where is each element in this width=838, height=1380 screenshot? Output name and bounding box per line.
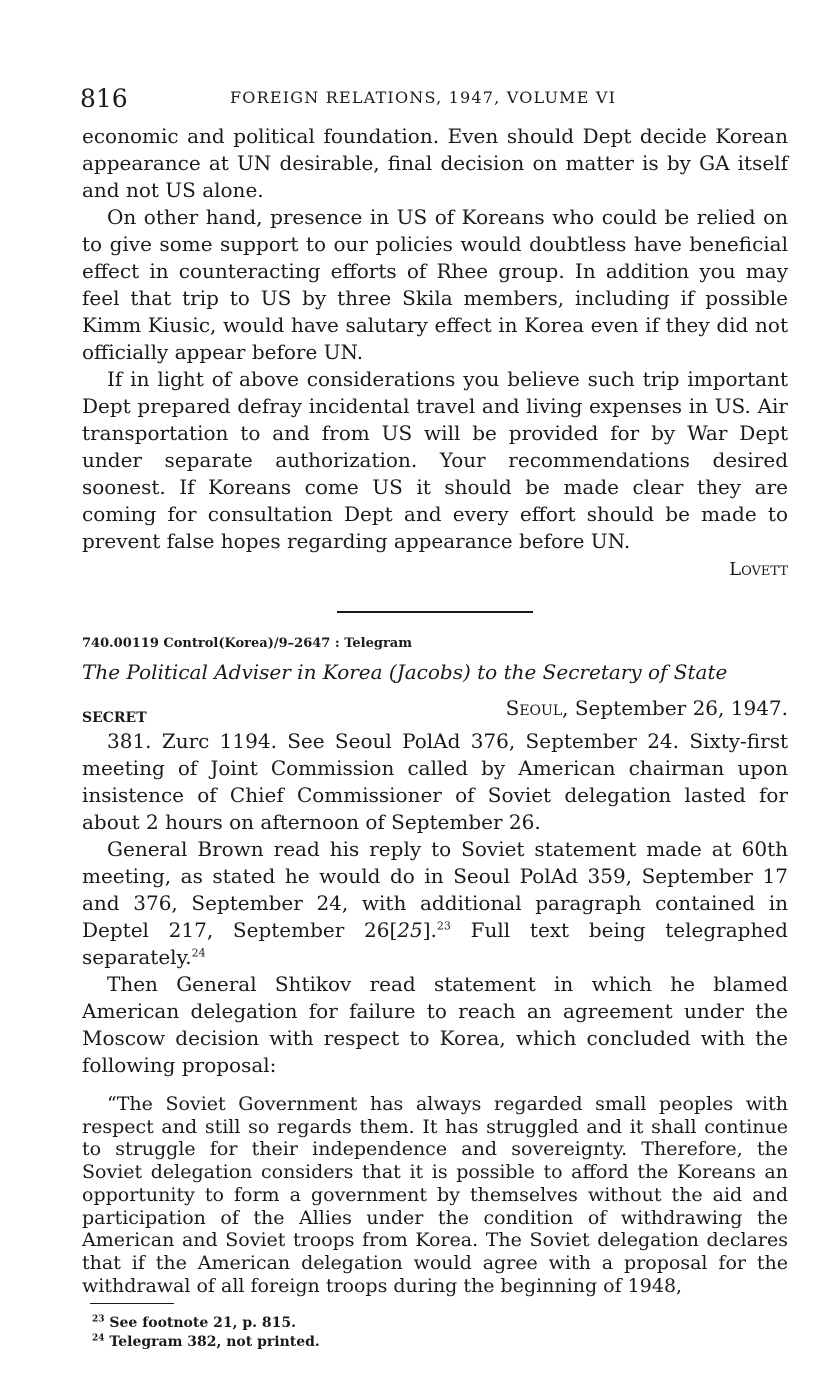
date: September 26, 1947. [574,696,788,720]
document-title: The Political Adviser in Korea (Jacobs) to the Secretary of State [82,660,728,684]
footnote-text: See footnote 21, p. 815. [109,1315,296,1332]
telegram-paragraph-2 [82,836,788,971]
running-head [82,84,788,114]
text-run: ]. [422,918,437,942]
footnote-ref-23: 23 [436,919,451,933]
block-quote: “The Soviet Government has always regarded small peoples with respect and still so regards them. It has struggled and it shall continue to struggle for their independence and sovereignty. Therefore, the Soviet delegation considers that it is possible to afford the Koreans an opportunity to form a government by themselves without the aid and participation of the Allies under the condition of withdrawing the American and Soviet troops from Korea. The Soviet delegation declares that if the American delegation would agree with a proposal for the withdrawal of all foreign troops during the beginning of 1948, [82,1093,788,1297]
telegram-paragraph-3: Then General Shtikov read statement in which he blamed American delegation for failure to reach an agreement under the Moscow decision with respect to Korea, which concluded with the following proposal: [82,972,788,1077]
text-run: Full text being telegraphed separately. [82,918,788,969]
footnote-text: Telegram 382, not printed. [109,1334,320,1351]
section-divider [337,611,533,613]
page-number: 816 [80,84,128,113]
footnote-mark: 24 [92,1333,105,1344]
dateline [82,695,788,728]
signature: Lovett [729,559,788,580]
letter-paragraph-1: economic and political foundation. Even should Dept decide Korean appearance at UN desirable, final decision on matter is by GA itself and not US alone. [82,124,788,202]
letter-paragraph-2: On other hand, presence in US of Koreans who could be relied on to give some support to our policies would doubtless have beneficial effect in counteracting efforts of Rhee group. In addition you may feel that trip to US by three Skila members, including if possible Kimm Kiusic, would have salutary effect in Korea even if they did not officially appear before UN. [82,205,788,364]
footnote-divider [90,1303,174,1304]
text-run: General Brown read his reply to Soviet statement made at 60th meeting, as stated he would do in Seoul PolAd 359, September 17 and 376, September 24, with additional paragraph contained in Deptel 217, September 26[ [82,837,788,942]
footnote-mark: 23 [92,1314,105,1325]
letter-paragraph-3: If in light of above considerations you believe such trip important Dept prepared defray incidental travel and living expenses in US. Air transportation to and from US will be provided for by War Dept under separate authorization. Your recommendations desired soonest. If Koreans come US it should be made clear they are coming for consultation Dept and every effort should be made to prevent false hopes regarding appearance before UN. [82,367,788,553]
footnote-24 [82,1333,788,1352]
footnote-23 [82,1314,788,1333]
place-date [506,695,788,722]
telegram-paragraph-1: 381. Zurc 1194. See Seoul PolAd 376, September 24. Sixty-first meeting of Joint Commission called by American chairman upon insistence of Chief Commissioner of Soviet delegation lasted for about 2 hours on afternoon of September 26. [82,729,788,834]
body-text [82,123,788,1352]
footnote-ref-24: 24 [191,946,206,960]
file-number: 740.00119 Control(Korea)/9–2647 : Telegram [82,636,412,651]
classification-label: SECRET [82,710,147,726]
running-title: FOREIGN RELATIONS, 1947, VOLUME VI [230,88,617,107]
place: Seoul, [505,696,569,720]
editorial-correction: 25 [397,918,423,942]
